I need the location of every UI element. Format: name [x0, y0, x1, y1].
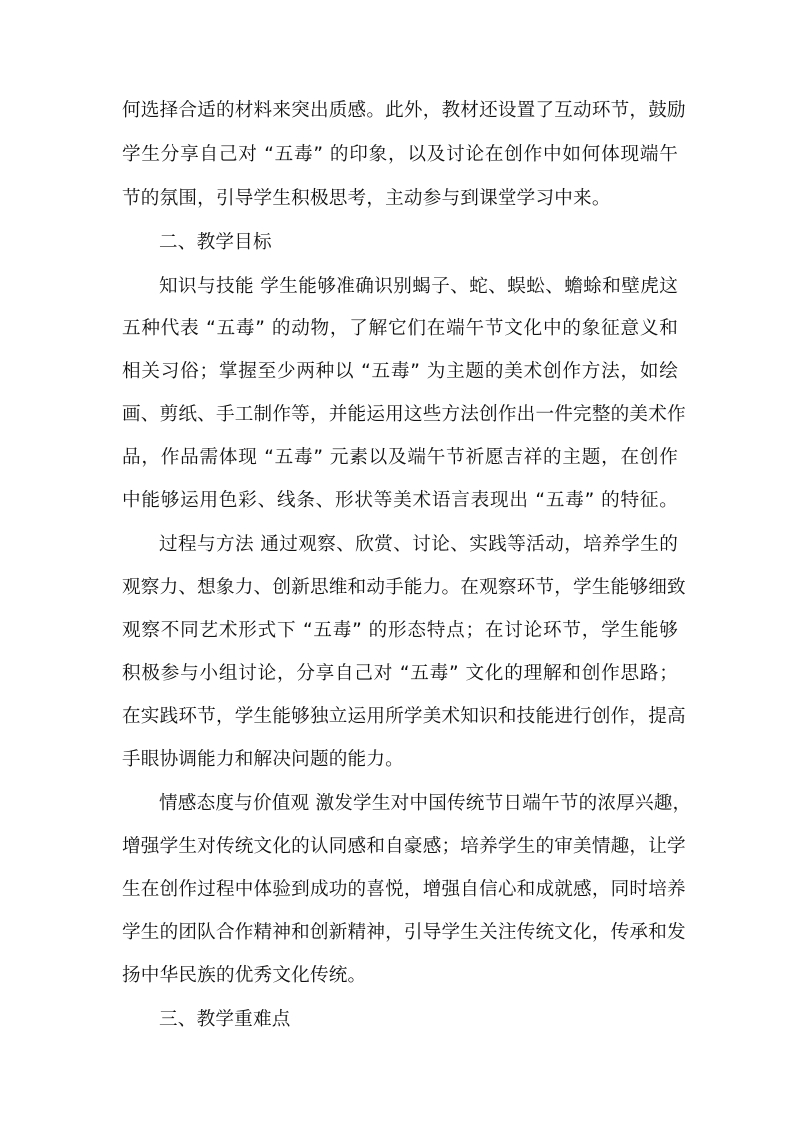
text-line: 中能够运用色彩、线条、形状等美术语言表现出 “五毒” 的特征。	[122, 490, 678, 511]
text-line: 过程与方法 通过观察、欣赏、讨论、实践等活动，培养学生的	[159, 534, 678, 555]
text-line: 生在创作过程中体验到成功的喜悦，增强自信心和成就感，同时培养	[122, 879, 686, 900]
text-line: 手眼协调能力和解决问题的能力。	[122, 749, 404, 770]
text-line: 画、剪纸、手工制作等，并能运用这些方法创作出一件完整的美术作	[122, 404, 686, 425]
text-line: 节的氛围，引导学生积极思考，主动参与到课堂学习中来。	[122, 188, 611, 209]
text-line: 在实践环节，学生能够独立运用所学美术知识和技能进行创作，提高	[122, 706, 686, 727]
text-line: 增强学生对传统文化的认同感和自豪感；培养学生的审美情趣，让学	[122, 836, 686, 857]
text-line: 观察不同艺术形式下 “五毒” 的形态特点；在讨论环节，学生能够	[122, 620, 678, 641]
text-line: 观察力、想象力、创新思维和动手能力。在观察环节，学生能够细致	[122, 577, 686, 598]
text-line: 知识与技能 学生能够准确识别蝎子、蛇、蜈蚣、蟾蜍和壁虎这	[159, 276, 678, 297]
text-line: 学生的团队合作精神和创新精神，引导学生关注传统文化，传承和发	[122, 922, 686, 943]
text-line: 何选择合适的材料来突出质感。此外，教材还设置了互动环节，鼓励	[122, 100, 686, 121]
text-line: 情感态度与价值观 激发学生对中国传统节日端午节的浓厚兴趣，	[159, 793, 692, 814]
text-line: 学生分享自己对 “五毒” 的印象，以及讨论在创作中如何体现端午	[122, 144, 678, 165]
text-line: 相关习俗；掌握至少两种以 “五毒” 为主题的美术创作方法，如绘	[122, 361, 678, 382]
section-heading: 三、教学重难点	[159, 1009, 291, 1030]
text-line: 品，作品需体现 “五毒” 元素以及端午节祈愿吉祥的主题，在创作	[122, 447, 678, 468]
text-line: 扬中华民族的优秀文化传统。	[122, 965, 367, 986]
text-line: 积极参与小组讨论，分享自己对 “五毒” 文化的理解和创作思路；	[122, 663, 678, 684]
text-line: 五种代表 “五毒” 的动物，了解它们在端午节文化中的象征意义和	[122, 318, 678, 339]
section-heading: 二、教学目标	[159, 232, 272, 253]
